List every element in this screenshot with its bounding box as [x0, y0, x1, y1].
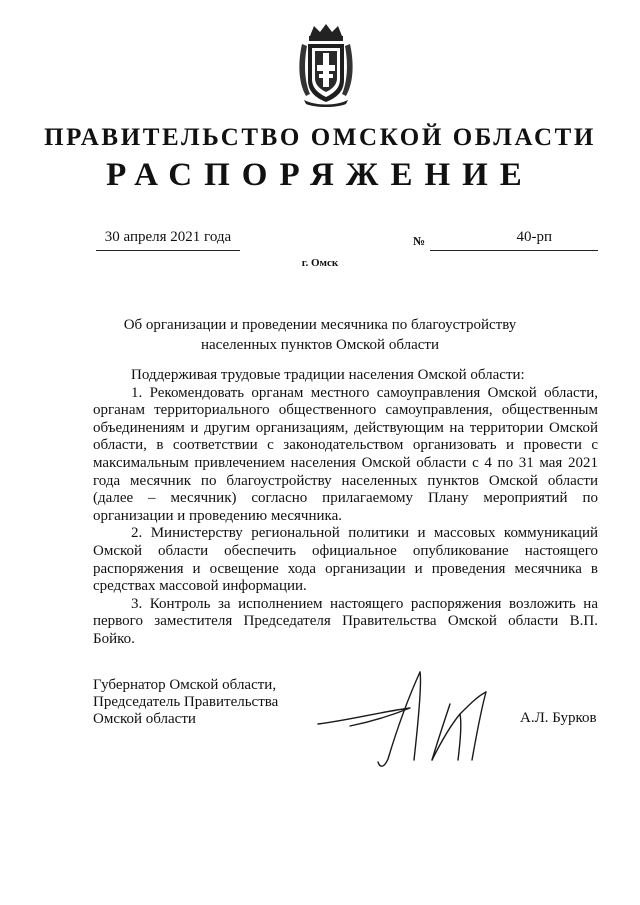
document-subject	[100, 315, 540, 355]
document-body	[93, 367, 598, 649]
document-type-title: РАСПОРЯЖЕНИЕ	[106, 157, 534, 193]
coat-of-arms-emblem	[296, 22, 356, 108]
signer-title-line-2: Председатель Правительства	[93, 694, 279, 710]
handwritten-signature	[310, 664, 510, 774]
signer-position	[93, 677, 333, 728]
body-intro-paragraph: Поддерживая трудовые традиции населения Омской области:	[131, 367, 525, 383]
body-paragraph-2: 2. Министерству региональной политики и массовых коммуникаций Омской области обеспечить официальное опубликование настоящего распоряжения и освещение хода организации и проведения месячника в средствах массовой информации.	[93, 525, 598, 595]
body-paragraph-3: 3. Контроль за исполнением настоящего распоряжения возложить на первого заместителя Председателя Правительства Омской области В.П. Бойко.	[93, 595, 598, 647]
document-date: 30 апреля 2021 года	[104, 229, 232, 245]
number-sign: №	[413, 234, 426, 248]
document-number: 40-рп	[516, 229, 552, 245]
subject-line-2: населенных пунктов Омской области	[201, 337, 439, 353]
signer-title-line-3: Омской области	[93, 711, 196, 727]
signer-title-line-1: Губернатор Омской области,	[93, 677, 277, 693]
document-city: г. Омск	[301, 257, 339, 269]
government-title: ПРАВИТЕЛЬСТВО ОМСКОЙ ОБЛАСТИ	[44, 124, 596, 151]
subject-line-1: Об организации и проведении месячника по благоустройству	[123, 317, 517, 333]
body-paragraph-1: 1. Рекомендовать органам местного самоуправления Омской области, органам территориального общественного самоуправления, общественным объединениям и другим организациям, действующим на территории Омской области, в соответствии с законодательством организовать и провести с максимальным привлечением населения Омской области с 4 по 31 мая 2021 года месячник по благоустройству населенных пунктов Омской области (далее – месячник) согласно прилагаемому Плану мероприятий по организации и проведению месячника.	[93, 384, 598, 524]
signer-name: А.Л. Бурков	[520, 710, 597, 726]
